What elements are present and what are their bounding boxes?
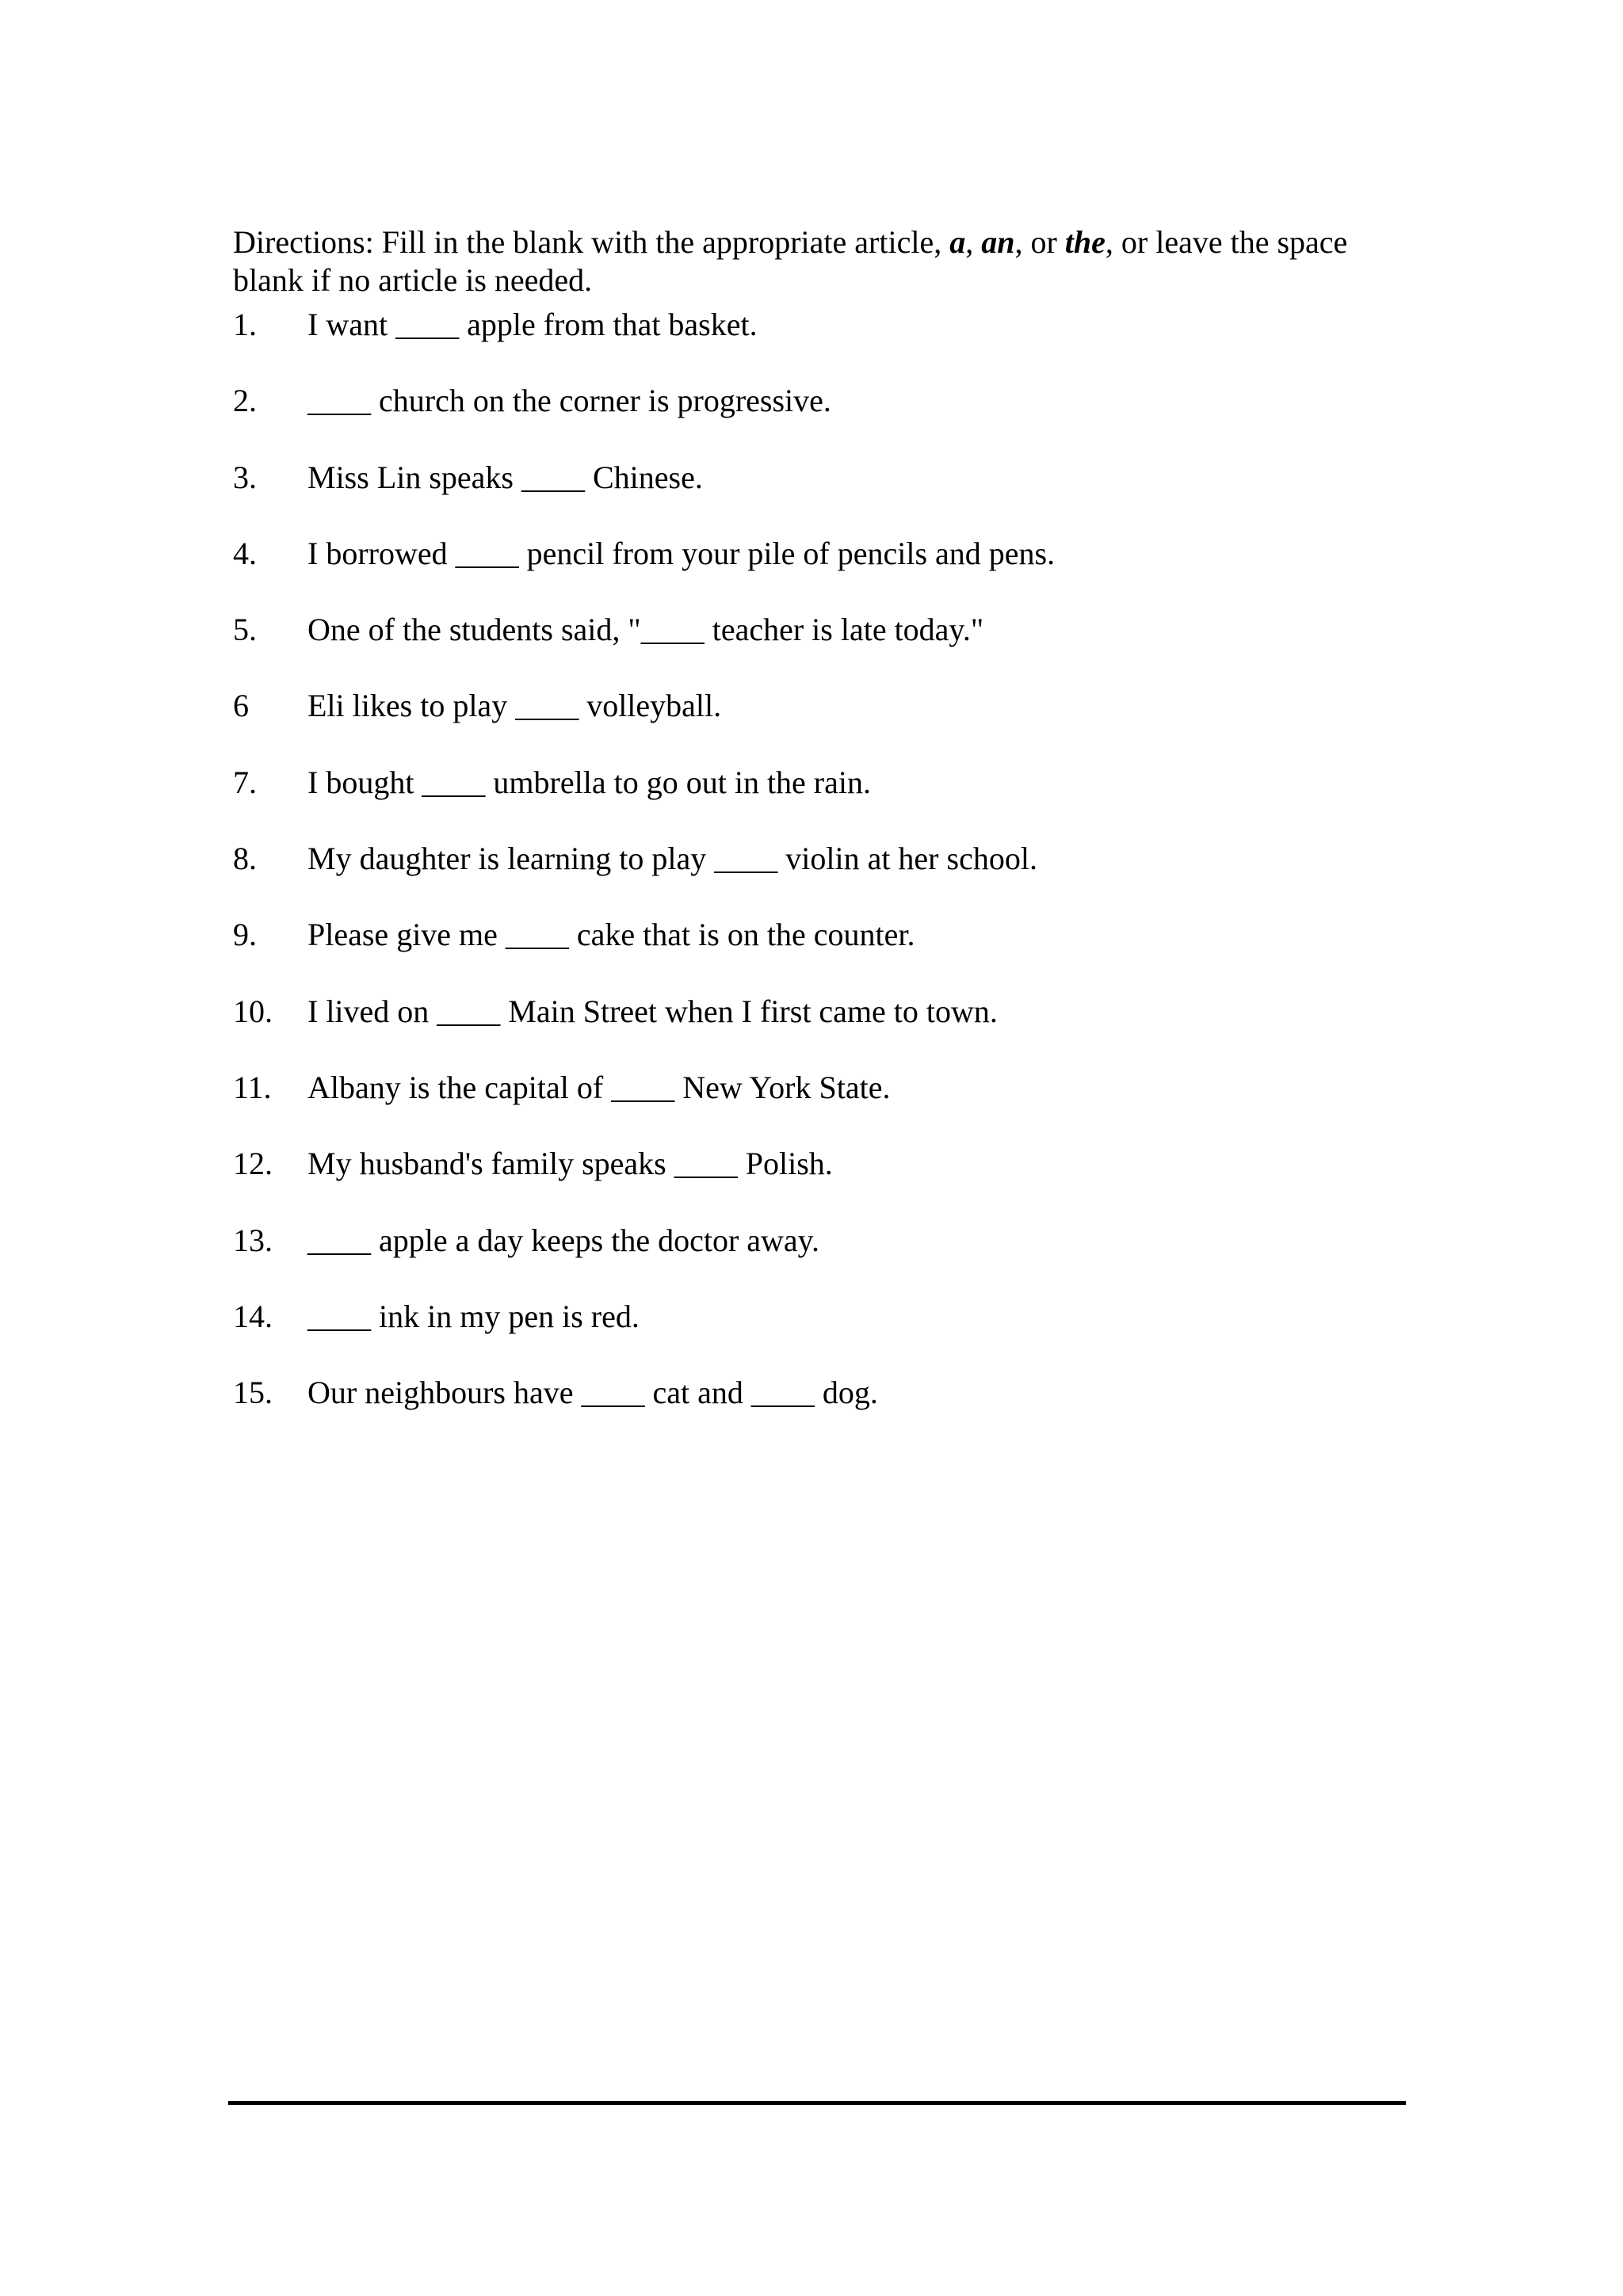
directions-prefix: Directions: Fill in the blank with the appropriate article, — [233, 224, 950, 260]
question-item — [233, 916, 1406, 992]
question-item — [233, 1374, 1406, 1450]
question-number: 2. — [233, 383, 257, 419]
question-text: One of the students said, "____ teacher is late today." — [307, 612, 984, 648]
article-a: a — [949, 224, 966, 260]
question-number: 13. — [233, 1222, 273, 1258]
question-item — [233, 459, 1406, 535]
question-text: ____ church on the corner is progressive. — [307, 383, 831, 419]
question-text: Our neighbours have ____ cat and ____ dog. — [307, 1375, 878, 1411]
question-item — [233, 306, 1406, 382]
question-item — [233, 1069, 1406, 1145]
question-text: ____ apple a day keeps the doctor away. — [307, 1222, 820, 1258]
question-number: 5. — [233, 612, 257, 648]
question-text: My daughter is learning to play ____ violin at her school. — [307, 841, 1037, 877]
footer-divider — [228, 2101, 1406, 2105]
question-number: 7. — [233, 764, 257, 800]
directions-text — [233, 223, 1406, 299]
directions-suffix: , or leave the space blank if no article is needed. — [233, 224, 1348, 298]
question-text: I borrowed ____ pencil from your pile of pencils and pens. — [307, 535, 1056, 571]
question-item — [233, 382, 1406, 458]
directions-separator-2: , or — [1014, 224, 1065, 260]
question-item — [233, 1222, 1406, 1298]
question-text: Please give me ____ cake that is on the counter. — [307, 917, 915, 953]
question-number: 12. — [233, 1146, 273, 1182]
question-item — [233, 993, 1406, 1069]
question-item — [233, 1145, 1406, 1221]
question-number: 14. — [233, 1298, 273, 1334]
question-number: 11. — [233, 1069, 272, 1105]
question-text: I bought ____ umbrella to go out in the rain. — [307, 764, 871, 800]
question-item — [233, 764, 1406, 840]
article-an: an — [981, 224, 1015, 260]
question-item — [233, 840, 1406, 916]
question-text: Eli likes to play ____ volleyball. — [307, 688, 722, 724]
question-number: 6 — [233, 688, 249, 724]
question-item — [233, 1298, 1406, 1374]
question-text: My husband's family speaks ____ Polish. — [307, 1146, 833, 1182]
question-item — [233, 687, 1406, 763]
question-number: 1. — [233, 307, 257, 342]
question-text: I want ____ apple from that basket. — [307, 307, 758, 342]
question-number: 4. — [233, 535, 257, 571]
directions-separator-1: , — [965, 224, 982, 260]
question-text: I lived on ____ Main Street when I first came to town. — [307, 993, 998, 1029]
question-number: 15. — [233, 1375, 273, 1411]
question-item — [233, 611, 1406, 687]
question-list — [233, 306, 1406, 1450]
question-text: Albany is the capital of ____ New York State. — [307, 1069, 891, 1105]
question-number: 10. — [233, 993, 273, 1029]
question-number: 3. — [233, 459, 257, 495]
question-number: 9. — [233, 917, 257, 953]
question-text: ____ ink in my pen is red. — [307, 1298, 640, 1334]
question-item — [233, 535, 1406, 611]
question-text: Miss Lin speaks ____ Chinese. — [307, 459, 703, 495]
article-the: the — [1064, 224, 1106, 260]
question-number: 8. — [233, 841, 257, 877]
